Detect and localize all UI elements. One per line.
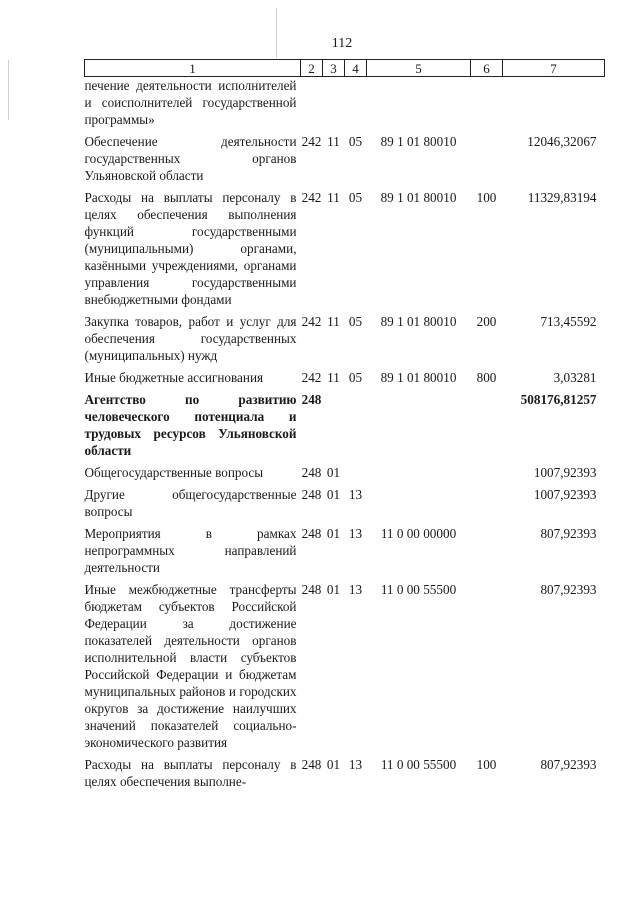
- cell-code: 248: [301, 526, 322, 541]
- header-col-6: 6: [471, 60, 503, 77]
- cell-code: [301, 77, 323, 129]
- cell-section: [323, 77, 345, 129]
- header-col-2: 2: [301, 60, 323, 77]
- table-row: [85, 386, 605, 459]
- scan-mark-left: [8, 60, 9, 120]
- header-col-5: 5: [367, 60, 471, 77]
- cell-code: 242: [301, 134, 322, 149]
- cell-name: Общегосударственные вопросы: [84, 465, 264, 480]
- cell-expense: [471, 459, 503, 481]
- cell-name: Иные бюджетные ассигнования: [84, 370, 264, 385]
- cell-expense: 100: [476, 757, 497, 772]
- cell-code: 248: [301, 465, 322, 480]
- cell-section: 01: [326, 757, 341, 772]
- cell-subsection: 05: [348, 314, 363, 329]
- cell-code: 242: [301, 314, 322, 329]
- cell-subsection: 13: [348, 487, 363, 502]
- cell-amount: 713,45592: [540, 314, 597, 329]
- scan-mark-fold: [276, 8, 277, 58]
- cell-expense: 100: [476, 190, 497, 205]
- page-number: 112: [331, 36, 353, 51]
- cell-subsection: 13: [348, 757, 363, 772]
- table-row: [85, 459, 605, 481]
- cell-target: 11 0 00 55500: [380, 582, 457, 597]
- cell-subsection: 13: [348, 526, 363, 541]
- table-row: [85, 751, 605, 790]
- cell-section: 11: [327, 190, 340, 205]
- cell-name: Расходы на выплаты персоналу в целях обеспечения выполне-: [84, 757, 297, 789]
- cell-subsection: 05: [348, 190, 363, 205]
- cell-name: Агентство по развитию человеческого потенциала и трудовых ресурсов Ульяновской области: [84, 392, 297, 458]
- table-row: [85, 520, 605, 576]
- cell-target: 11 0 00 55500: [380, 757, 457, 772]
- header-col-3: 3: [323, 60, 345, 77]
- cell-section: 01: [326, 465, 341, 480]
- cell-target: 89 1 01 80010: [380, 134, 457, 149]
- header-col-4: 4: [345, 60, 367, 77]
- cell-section: 01: [326, 487, 341, 502]
- cell-target: [367, 77, 471, 129]
- cell-amount: 807,92393: [540, 757, 597, 772]
- cell-amount: 508176,81257: [520, 392, 597, 407]
- table-row: [85, 128, 605, 184]
- header-col-1: 1: [85, 60, 301, 77]
- table-header-row: [85, 60, 605, 77]
- table-body: [85, 77, 605, 791]
- budget-table: [84, 59, 605, 790]
- cell-subsection: [345, 459, 367, 481]
- cell-code: 248: [301, 392, 322, 407]
- cell-name: Расходы на выплаты персоналу в целях обеспечения выполнения функций государственными (муниципальными) органами, казёнными учреждениями, органами управления государственными внебюджетными фондами: [84, 190, 297, 307]
- cell-subsection: 13: [348, 582, 363, 597]
- cell-amount: 807,92393: [540, 526, 597, 541]
- cell-amount: 1007,92393: [533, 487, 597, 502]
- cell-expense: [471, 128, 503, 184]
- cell-expense: 200: [476, 314, 497, 329]
- cell-expense: [471, 386, 503, 459]
- cell-amount: 807,92393: [540, 582, 597, 597]
- cell-section: 11: [327, 134, 340, 149]
- cell-section: 01: [326, 526, 341, 541]
- cell-code: 242: [301, 370, 322, 385]
- cell-code: 248: [301, 757, 322, 772]
- table-row: [85, 364, 605, 386]
- cell-target: 89 1 01 80010: [380, 370, 457, 385]
- cell-section: 11: [327, 314, 340, 329]
- cell-name: Иные межбюджетные трансферты бюджетам субъектов Российской Федерации за достижение показателей деятельности органов исполнительной власти субъектов Российской Федерации и бюджетам муниципальных районов и городских округов за достижение наилучших значений показателей социально-экономического развития: [84, 582, 297, 750]
- cell-code: 248: [301, 582, 322, 597]
- table-row: [85, 481, 605, 520]
- cell-section: [323, 386, 345, 459]
- table-row: [85, 576, 605, 751]
- cell-target: 89 1 01 80010: [380, 190, 457, 205]
- cell-expense: [471, 576, 503, 751]
- cell-section: 01: [326, 582, 341, 597]
- cell-name: Обеспечение деятельности государственных органов Ульяновской области: [84, 134, 297, 183]
- cell-name: печение деятельности исполнителей и соисполнителей государственной программы»: [84, 78, 297, 127]
- cell-target: [367, 386, 471, 459]
- cell-amount: 3,03281: [553, 370, 597, 385]
- cell-target: 11 0 00 00000: [380, 526, 457, 541]
- table-row: [85, 77, 605, 129]
- table-row: [85, 184, 605, 308]
- cell-subsection: 05: [348, 370, 363, 385]
- cell-expense: [471, 520, 503, 576]
- cell-expense: 800: [476, 370, 497, 385]
- cell-expense: [471, 77, 503, 129]
- cell-name: Другие общегосударственные вопросы: [84, 487, 297, 519]
- cell-target: [367, 481, 471, 520]
- header-col-7: 7: [503, 60, 605, 77]
- cell-section: 11: [327, 370, 340, 385]
- cell-subsection: [345, 386, 367, 459]
- cell-subsection: 05: [348, 134, 363, 149]
- cell-target: 89 1 01 80010: [380, 314, 457, 329]
- cell-code: 248: [301, 487, 322, 502]
- table-row: [85, 308, 605, 364]
- cell-subsection: [345, 77, 367, 129]
- cell-amount: 12046,32067: [527, 134, 597, 149]
- cell-amount: 1007,92393: [533, 465, 597, 480]
- cell-name: Мероприятия в рамках непрограммных направлений деятельности: [84, 526, 297, 575]
- cell-amount: 11329,83194: [527, 190, 597, 205]
- cell-amount: [503, 77, 605, 129]
- cell-target: [367, 459, 471, 481]
- cell-expense: [471, 481, 503, 520]
- cell-code: 242: [301, 190, 322, 205]
- cell-name: Закупка товаров, работ и услуг для обеспечения государственных (муниципальных) нужд: [84, 314, 297, 363]
